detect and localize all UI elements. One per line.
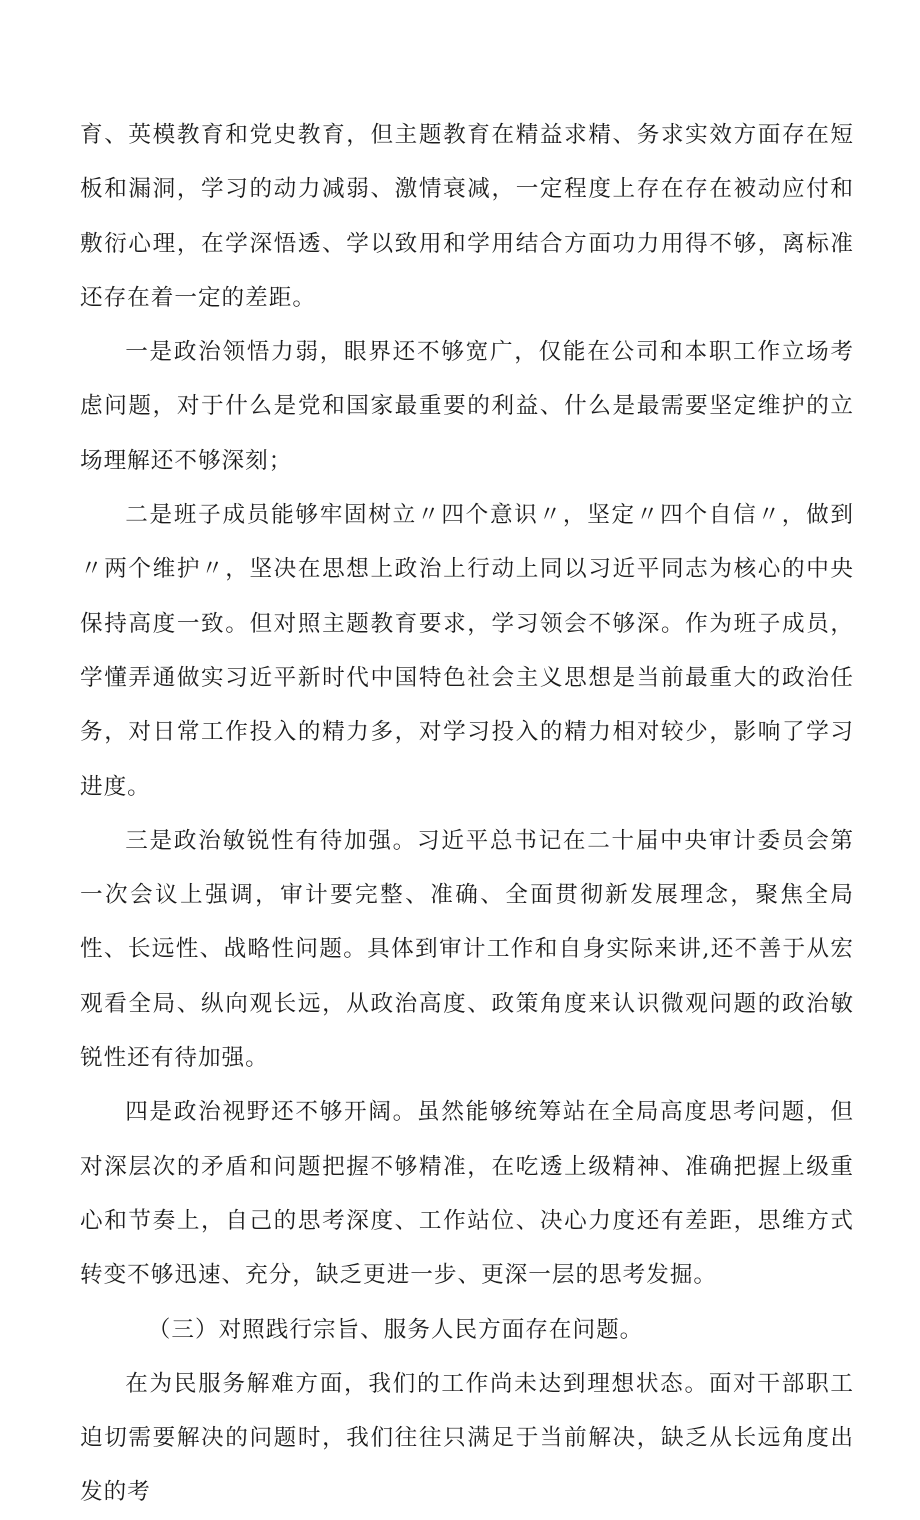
- section-heading-three: （三）对照践行宗旨、服务人民方面存在问题。: [147, 1316, 644, 1343]
- paragraph-service: 在为民服务解难方面，我们的工作尚未达到理想状态。面对干部职工迫切需要解决的问题时，我们往往只满足于当前解决，缺乏从长远角度出发的考: [80, 1370, 854, 1506]
- paragraph-continuation: 育、英模教育和党史教育，但主题教育在精益求精、务求实效方面存在短板和漏洞，学习的动力减弱、激情衰减，一定程度上存在存在被动应付和敷衍心理，在学深悟透、学以致用和学用结合方面功力用得不够，离标准还存在着一定的差距。: [80, 122, 854, 311]
- paragraph-point-four: 四是政治视野还不够开阔。虽然能够统筹站在全局高度思考问题，但对深层次的矛盾和问题把握不够精准，在吃透上级精神、准确把握上级重心和节奏上，自己的思考深度、工作站位、决心力度还有差距，思维方式转变不够迅速、充分，缺乏更进一步、更深一层的思考发掘。: [80, 1099, 854, 1289]
- paragraph-point-three: 三是政治敏锐性有待加强。习近平总书记在二十届中央审计委员会第一次会议上强调，审计要完整、准确、全面贯彻新发展理念，聚焦全局性、长远性、战略性问题。具体到审计工作和自身实际来讲,还不善于从宏观看全局、纵向观长远，从政治高度、政策角度来认识微观问题的政治敏锐性还有待加强。: [80, 827, 854, 1072]
- paragraph-point-one: 一是政治领悟力弱，眼界还不够宽广，仅能在公司和本职工作立场考虑问题，对于什么是党和国家最重要的利益、什么是最需要坚定维护的立场理解还不够深刻；: [80, 339, 854, 474]
- document-body: [80, 108, 854, 1520]
- paragraph-point-two: 二是班子成员能够牢固树立〃四个意识〃，坚定〃四个自信〃，做到〃两个维护〃，坚决在思想上政治上行动上同以习近平同志为核心的中央保持高度一致。但对照主题教育要求，学习领会不够深。作为班子成员，学懂弄通做实习近平新时代中国特色社会主义思想是当前最重大的政治任务，对日常工作投入的精力多，对学习投入的精力相对较少，影响了学习进度。: [80, 502, 854, 800]
